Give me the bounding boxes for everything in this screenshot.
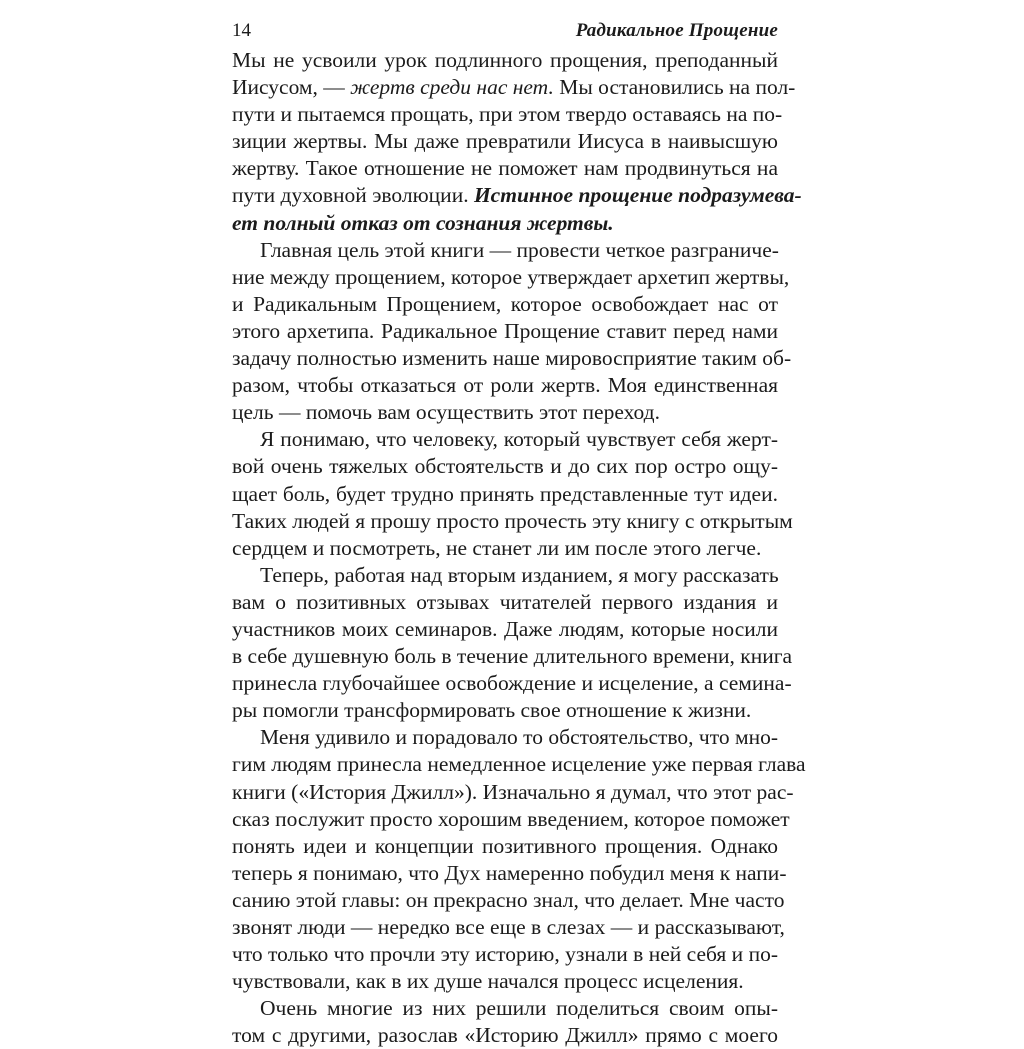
paragraph-5: [232, 724, 806, 995]
bold-italic-emphasis: Истинное прощение подразумева-: [473, 183, 802, 208]
text-line: гим людям принесла немедленное исцеление уже первая глава: [232, 752, 806, 777]
text-line: теперь я понимаю, что Дух намеренно побудил меня к напи-: [232, 860, 787, 885]
text-run: пути духовной эволюции.: [232, 183, 474, 208]
text-line: участников моих семинаров. Даже людям, которые носили: [232, 616, 778, 641]
text-line: [232, 182, 802, 209]
paragraph-2: [232, 237, 792, 427]
italic-emphasis: жертв среди нас нет.: [350, 75, 554, 100]
text-line: щает боль, будет трудно принять представленные тут идеи.: [232, 481, 778, 506]
text-line: ры помогли трансформировать свое отношение к жизни.: [232, 698, 752, 723]
paragraph-4: [232, 562, 793, 725]
body-text: [232, 47, 806, 1049]
text-line: зиции жертвы. Мы даже превратили Иисуса в наивысшую: [232, 129, 778, 154]
paragraph-3: [232, 426, 793, 561]
text-line: ние между прощением, которое утверждает архетип жертвы,: [232, 264, 790, 289]
text-line: этого архетипа. Радикальное Прощение ставит перед нами: [232, 318, 778, 343]
text-line: жертву. Такое отношение не поможет нам продвинуться на: [232, 156, 778, 181]
text-run: Мы остановились на пол-: [553, 75, 796, 100]
text-line: санию этой главы: он прекрасно знал, что делает. Мне часто: [232, 887, 785, 912]
text-line: цель — помочь вам осуществить этот переход.: [232, 400, 660, 425]
text-line: принесла глубочайшее освобождение и исцеление, а семина-: [232, 671, 792, 696]
text-run: Иисусом, —: [232, 75, 351, 100]
text-line: Очень многие из них решили поделиться своим опы-: [260, 996, 778, 1021]
paragraph-6: [232, 995, 778, 1049]
page-number: 14: [232, 20, 251, 41]
text-line: Мы не усвоили урок подлинного прощения, преподанный: [232, 48, 778, 72]
text-line: Таких людей я прошу просто прочесть эту книгу с открытым: [232, 508, 793, 533]
text-line: сказ послужит просто хорошим введением, которое поможет: [232, 806, 790, 831]
text-line: том с другими, разослав «Историю Джилл» прямо с моего: [232, 1023, 778, 1048]
text-line: разом, чтобы отказаться от роли жертв. Моя единственная: [232, 373, 778, 398]
text-line: книги («История Джилл»). Изначально я думал, что этот рас-: [232, 779, 794, 804]
running-title: Радикальное Прощение: [575, 20, 778, 41]
text-line: сердцем и посмотреть, не станет ли им после этого легче.: [232, 535, 762, 560]
text-line: [232, 74, 796, 101]
text-line: звонят люди — нередко все еще в слезах — и рассказывают,: [232, 915, 785, 939]
text-line: Главная цель этой книги — провести четкое разграниче-: [260, 237, 779, 262]
bold-italic-emphasis: ет полный отказ от сознания жертвы.: [232, 210, 614, 235]
paragraph-1: [232, 47, 802, 237]
text-line: понять идеи и концепции позитивного прощения. Однако: [232, 833, 778, 858]
text-line: Теперь, работая над вторым изданием, я могу рассказать: [260, 562, 779, 587]
text-line: пути и пытаемся прощать, при этом твердо оставаясь на по-: [232, 102, 783, 127]
text-line: вой очень тяжелых обстоятельств и до сих пор остро ощу-: [232, 454, 778, 479]
text-line: Я понимаю, что человеку, который чувствует себя жерт-: [260, 427, 778, 452]
text-line: в себе душевную боль в течение длительного времени, книга: [232, 644, 793, 669]
text-line: чувствовали, как в их душе начался процесс исцеления.: [232, 969, 744, 994]
text-line: и Радикальным Прощением, которое освобождает нас от: [232, 291, 778, 316]
text-line: [232, 210, 778, 237]
page-header: [232, 18, 778, 44]
text-line: вам о позитивных отзывах читателей первого издания и: [232, 589, 778, 614]
text-line: Меня удивило и порадовало то обстоятельство, что мно-: [260, 725, 778, 750]
text-line: что только что прочли эту историю, узнали в ней себя и по-: [232, 942, 778, 967]
text-line: задачу полностью изменить наше мировосприятие таким об-: [232, 346, 792, 371]
